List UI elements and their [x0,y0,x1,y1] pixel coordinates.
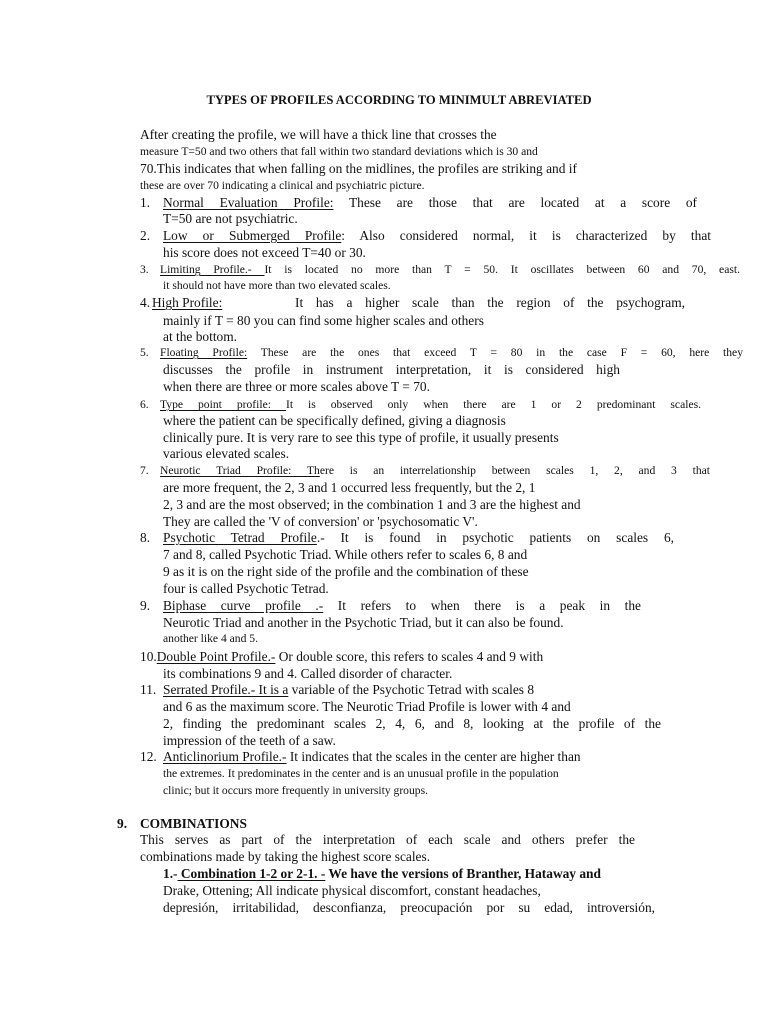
item-continuation: mainly if T = 80 you can find some higher scales and others [163,313,484,328]
item-number: 12. [140,749,157,764]
item-continuation: where the patient can be specifically defined, giving a diagnosis [163,413,506,428]
item-continuation: and 6 as the maximum score. The Neurotic Triad Profile is lower with 4 and [163,699,571,714]
profile-label: Type point profile: [160,398,286,411]
item-number: 5. [140,346,149,359]
list-item: Low or Submerged Profile: Also considered normal, it is characterized by that [163,228,711,243]
profile-label: Low or Submerged Profile [163,228,342,243]
item-continuation: T=50 are not psychiatric. [163,211,298,226]
combination-heading: 1.- Combination 1-2 or 2-1. - We have the versions of Branther, Hataway and [163,866,601,881]
item-number: 1. [140,195,151,210]
item-continuation: are more frequent, the 2, 3 and 1 occurred less frequently, but the 2, 1 [163,480,536,495]
item-number: 10. [140,649,157,664]
item-number: 2. [140,228,151,243]
profile-label: Serrated Profile.- It is a [163,682,289,697]
profile-label: Double Point Profile.- [156,649,276,664]
profile-label: Floating Profile: [160,346,248,359]
section-heading: COMBINATIONS [140,816,247,831]
intro-line: After creating the profile, we will have a thick line that crosses the [140,127,497,142]
item-continuation: four is called Psychotic Tetrad. [163,581,329,596]
list-item: 10.Double Point Profile.- Or double score, this refers to scales 4 and 9 with [140,649,544,664]
item-continuation: impression of the teeth of a saw. [163,733,336,748]
item-number: 4. [140,295,151,310]
profile-label: Biphase curve profile .- [163,598,324,613]
item-continuation: his score does not exceed T=40 or 30. [163,245,366,260]
item-continuation: 9 as it is on the right side of the profile and the combination of these [163,564,529,579]
list-item: Anticlinorium Profile.- It indicates that the scales in the center are higher than [163,749,581,764]
item-continuation: the extremes. It predominates in the center and is an unusual profile in the population [163,767,559,780]
section-line: This serves as part of the interpretation of each scale and others prefer the [140,832,635,847]
item-number: 3. [140,263,149,276]
intro-line: measure T=50 and two others that fall within two standard deviations which is 30 and [140,145,538,158]
list-item: Psychotic Tetrad Profile.- It is found in psychotic patients on scales 6, [163,530,674,545]
item-continuation: another like 4 and 5. [163,632,258,645]
item-continuation: 2, finding the predominant scales 2, 4, 6, and 8, looking at the profile of the [163,716,661,731]
item-continuation: 2, 3 and are the most observed; in the combination 1 and 3 are the highest and [163,497,581,512]
list-item: Serrated Profile.- It is a variable of the Psychotic Tetrad with scales 8 [163,682,535,697]
item-continuation: clinically pure. It is very rare to see this type of profile, it usually presents [163,430,559,445]
intro-line: 70.This indicates that when falling on the midlines, the profiles are striking and if [140,161,577,176]
profile-label: Psychotic Tetrad Profile [163,530,317,545]
item-number: 8. [140,530,151,545]
profile-label: Anticlinorium Profile.- [163,749,287,764]
item-continuation: They are called the 'V of conversion' or 'psychosomatic V'. [163,514,478,529]
intro-line: these are over 70 indicating a clinical and psychiatric picture. [140,179,425,192]
list-item: Floating Profile: These are the ones that exceed T = 80 in the case F = 60, here they [160,346,743,359]
item-number: 6. [140,398,149,411]
item-number: 7. [140,464,149,477]
list-item: Neurotic Triad Profile: There is an interrelationship between scales 1, 2, and 3 that [160,464,710,477]
list-item: Limiting Profile.- It is located no more than T = 50. It oscillates between 60 and 70, east. [160,263,740,276]
profile-label: Limiting Profile.- [160,263,265,276]
list-item: Biphase curve profile .- It refers to when there is a peak in the [163,598,642,613]
item-number: 11. [140,682,157,697]
list-item: It has a higher scale than the region of the psychogram, [295,295,685,310]
document-title: TYPES OF PROFILES ACCORDING TO MINIMULT ABREVIATED [206,93,592,107]
combination-label: Combination 1-2 or 2-1. - [177,866,326,881]
combination-line: Drake, Ottening; All indicate physical discomfort, constant headaches, [163,883,541,898]
item-continuation: discusses the profile in instrument interpretation, it is considered high [163,362,620,377]
item-continuation: its combinations 9 and 4. Called disorder of character. [163,666,453,681]
list-item: Type point profile: It is observed only when there are 1 or 2 predominant scales. [160,398,701,411]
item-number: 9. [140,598,151,613]
item-continuation: at the bottom. [163,329,238,344]
item-continuation: 7 and 8, called Psychotic Triad. While others refer to scales 6, 8 and [163,547,528,562]
item-continuation: Neurotic Triad and another in the Psychotic Triad, but it can also be found. [163,615,564,630]
combination-line: depresión, irritabilidad, desconfianza, preocupación por su edad, introversión, [163,900,655,915]
section-number: 9. [117,816,128,831]
profile-label: High Profile: [152,295,223,310]
list-item: Normal Evaluation Profile: These are those that are located at a score of [163,195,698,210]
item-continuation: when there are three or more scales above T = 70. [163,379,430,394]
item-continuation: various elevated scales. [163,446,290,461]
profile-label: Neurotic Triad Profile: Th [160,464,320,477]
item-continuation: clinic; but it occurs more frequently in university groups. [163,784,428,797]
item-continuation: it should not have more than two elevated scales. [163,279,391,292]
section-line: combinations made by taking the highest score scales. [140,849,431,864]
profile-label: Normal Evaluation Profile: [163,195,334,210]
